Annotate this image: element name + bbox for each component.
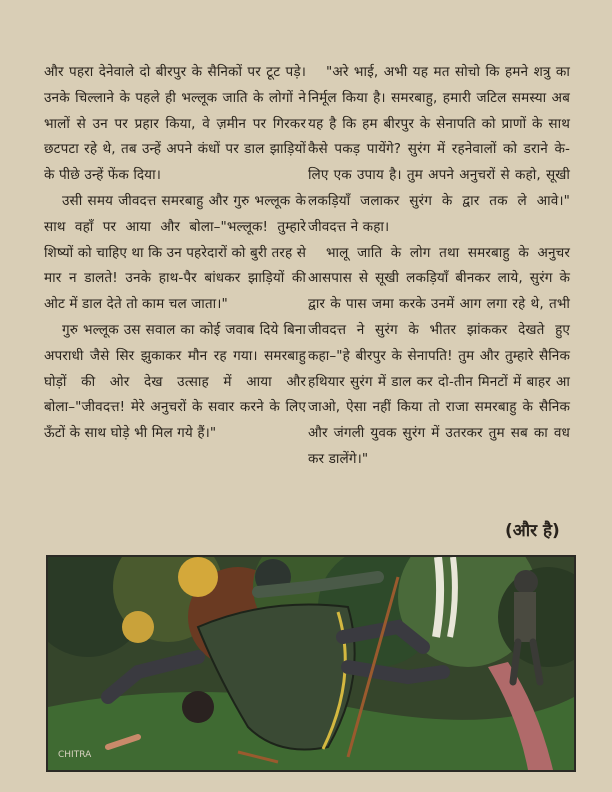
story-paragraph: गुरु भल्लूक उस सवाल का कोई जवाब दिये बिना अपराधी जैसे सिर झुकाकर मौन रह गया। समरबाहु घोड़ों की ओर देख उत्साह में आया और बोला–"जीवदत्त! मेरे अनुचरों के सवार करने के लिए ऊँटों के साथ घोड़े भी मिल गये हैं।" (44, 321, 306, 442)
continued-marker: (और है) (505, 521, 560, 541)
left-text-column (44, 60, 306, 447)
story-paragraph: भालू जाति के लोग तथा समरबाहु के अनुचर आसपास से सूखी लकड़ियाँ बीनकर लाये, सुरंग के द्वार के पास जमा करके उनमें आग लगा रहे थे, तभी जीवदत्त ने सुरंग के भीतर झांककर देखते हुए कहा–"हे बीरपुर के सेनापति! तुम और तुम्हारे सैनिक हथियार सुरंग में डाल कर दो-तीन मिनटों में बाहर आ जाओ, ऐसा नहीं किया तो राजा समरबाहु के सैनिक और जंगली युवक सुरंग में उतरकर तुम सब का वध कर डालेंगे।" (308, 244, 570, 467)
right-text-column (308, 60, 570, 473)
story-illustration (46, 555, 576, 772)
story-paragraph: "अरे भाई, अभी यह मत सोचो कि हमने शत्रु का निर्मूल किया है। समरबाहु, हमारी जटिल समस्या अब यह है कि हम बीरपुर के सेनापति को प्राणों के साथ कैसे पकड़ पायेंगे? सुरंग में रहनेवालों को डराने के-लिए एक उपाय है। तुम अपने अनुचरों से कहो, सूखी लकड़ियाँ जलाकर सुरंग के द्वार तक ले आवे।" जीवदत्त ने कहा। (308, 64, 570, 235)
forest-scene-image (48, 557, 574, 770)
artist-signature: CHITRA (58, 750, 92, 760)
story-paragraph: और पहरा देनेवाले दो बीरपुर के सैनिकों पर टूट पड़े। उनके चिल्लाने के पहले ही भल्लूक जाति के लोगों ने भालों से उन पर प्रहार किया, वे ज़मीन पर गिरकर छटपटा रहे थे, तब उन्हें अपने कंधों पर डाल झाड़ियों के पीछे उन्हें फेंक दिया। (44, 64, 306, 184)
story-paragraph: उसी समय जीवदत्त समरबाहु और गुरु भल्लूक के साथ वहाँ पर आया और बोला–"भल्लूक! तुम्हारे शिष्यों को चाहिए था कि उन पहरेदारों को बुरी तरह से मार न डालते! उनके हाथ-पैर बांधकर झाड़ियों की ओट में डाल देते तो काम चल जाता।" (44, 192, 306, 313)
